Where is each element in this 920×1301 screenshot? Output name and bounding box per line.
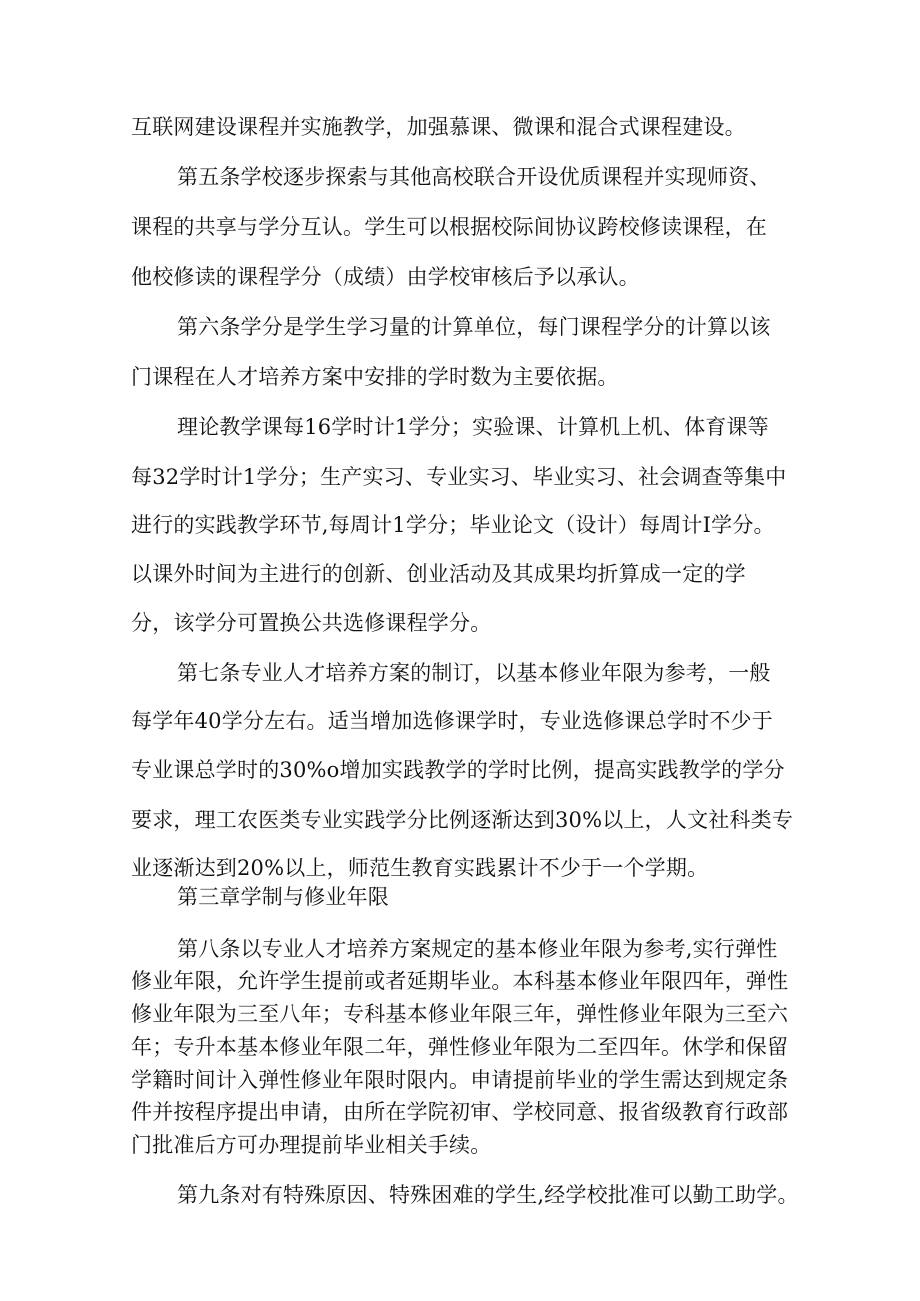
text-line-1: 互联网建设课程并实施教学，加强慕课、微课和混合式课程建设。 xyxy=(131,115,746,139)
text-line-4: 他校修读的课程学分（成绩）由学校审核后予以承认。 xyxy=(131,265,640,289)
text-line-9: 进行的实践教学环节,每周计1学分；毕业论文（设计）每周计I学分。 xyxy=(131,513,775,537)
text-line-19: 修业年限，允许学生提前或者延期毕业。本科基本修业年限四年，弹性 xyxy=(131,969,789,993)
text-line-6: 门课程在人才培养方案中安排的学时数为主要依据。 xyxy=(131,365,619,389)
text-line-20: 修业年限为三至八年；专科基本修业年限三年，弹性修业年限为三至六 xyxy=(131,1002,789,1026)
text-line-12: 第七条专业人才培养方案的制订，以基本修业年限为参考，一般 xyxy=(177,661,771,685)
text-line-11: 分，该学分可置换公共选修课程学分。 xyxy=(131,611,492,635)
text-line-25: 第九条对有特殊原因、特殊困难的学生,经学校批准可以勤工助学。 xyxy=(177,1183,799,1207)
text-line-15: 要求，理工农医类专业实践学分比例逐渐达到30%以上，人文社科类专 xyxy=(131,808,794,832)
text-line-22: 学籍时间计入弹性修业年限时限内。申请提前毕业的学生需达到规定条 xyxy=(131,1068,789,1092)
text-line-14: 专业课总学时的30%o增加实践教学的学时比例，提高实践教学的学分 xyxy=(131,758,785,782)
text-line-23: 件并按程序提出申请，由所在学院初审、学校同意、报省级教育行政部 xyxy=(131,1100,789,1124)
text-line-13: 每学年40学分左右。适当增加选修课学时，专业选修课总学时不少于 xyxy=(131,709,773,733)
text-line-21: 年；专升本基本修业年限二年，弹性修业年限为二至四年。休学和保留 xyxy=(131,1035,789,1059)
text-line-8: 每32学时计1学分；生产实习、专业实习、毕业实习、社会调查等集中 xyxy=(131,465,787,489)
text-line-10: 以课外时间为主进行的创新、创业活动及其成果均折算成一定的学 xyxy=(131,562,746,586)
text-line-3: 课程的共享与学分互认。学生可以根据校际间协议跨校修读课程，在 xyxy=(131,215,767,239)
text-line-18: 第八条以专业人才培养方案规定的基本修业年限为参考,实行弹性 xyxy=(177,937,778,961)
text-line-2: 第五条学校逐步探索与其他高校联合开设优质课程并实现师资、 xyxy=(177,165,771,189)
text-line-24: 门批准后方可办理提前毕业相关手续。 xyxy=(131,1133,492,1157)
chapter-heading: 第三章学制与修业年限 xyxy=(177,885,389,909)
text-line-5: 第六条学分是学生学习量的计算单位，每门课程学分的计算以该 xyxy=(177,315,771,339)
text-line-7: 理论教学课每16学时计1学分；实验课、计算机上机、体育课等 xyxy=(177,415,769,439)
text-line-16: 业逐渐达到20%以上，师范生教育实践累计不少于一个学期。 xyxy=(131,856,709,880)
